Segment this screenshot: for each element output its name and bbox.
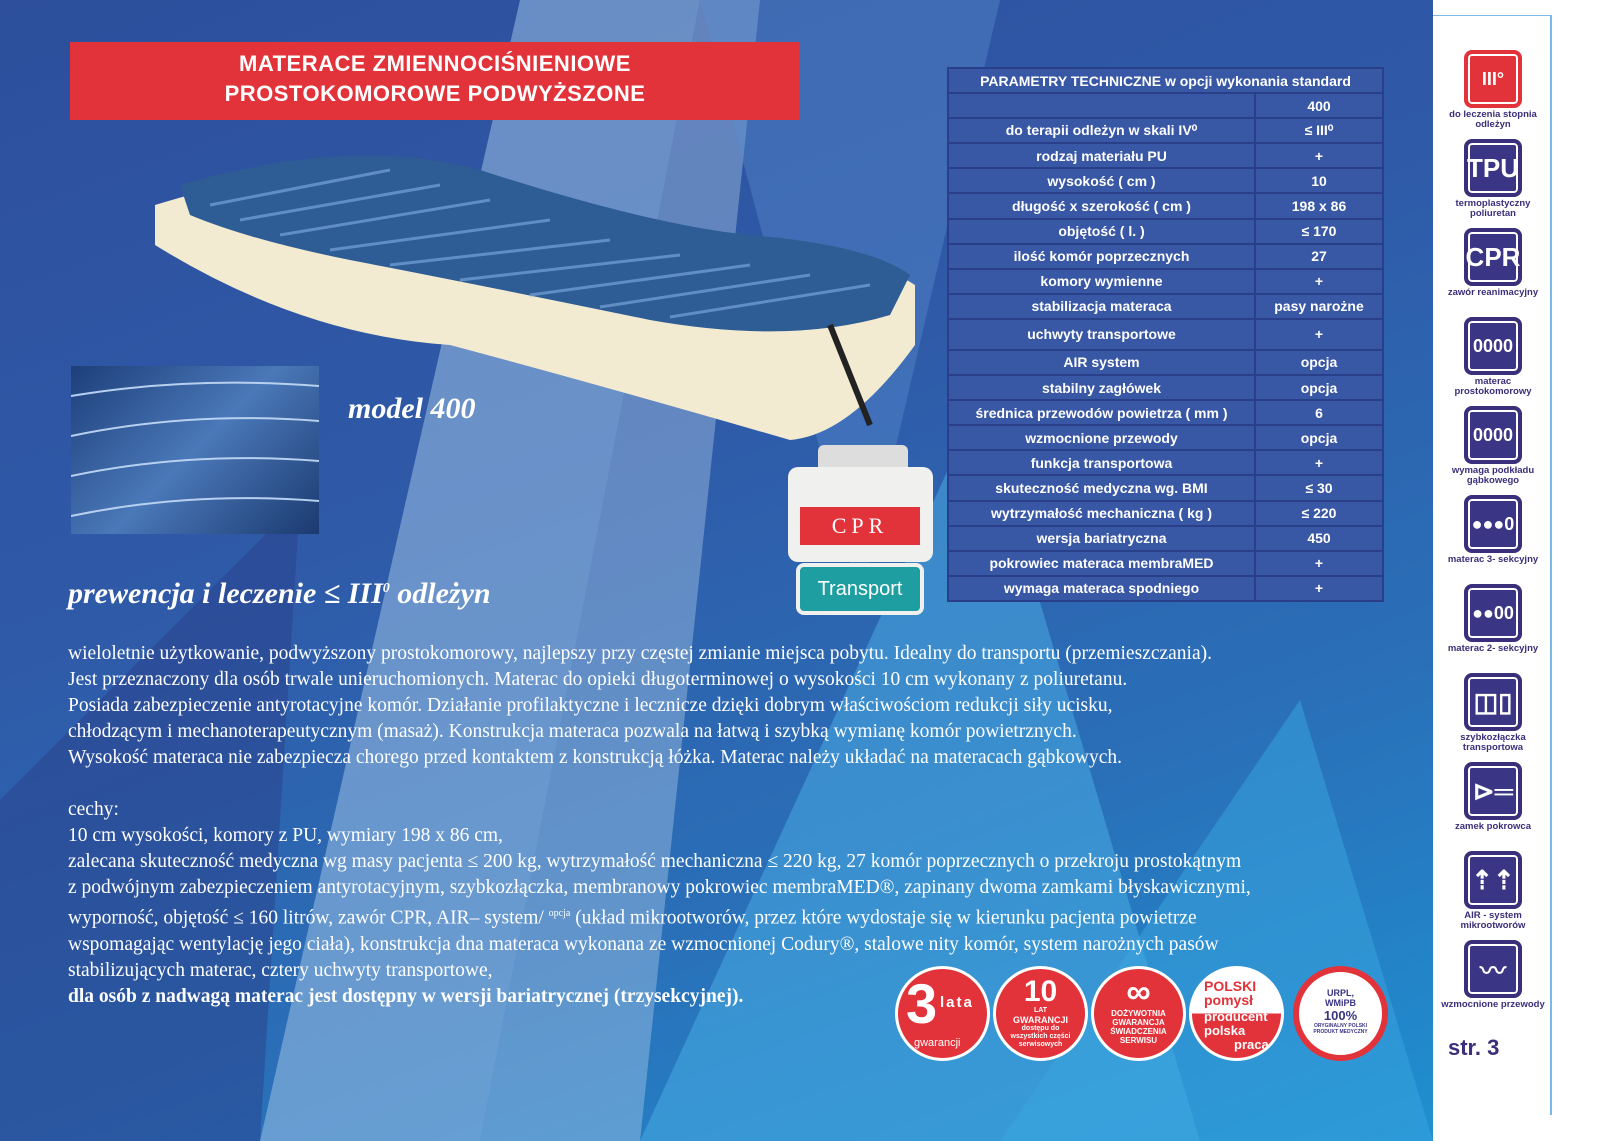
- param-value: +: [1255, 269, 1383, 294]
- param-name: objętość ( l. ): [948, 219, 1255, 244]
- feature-icon: 0000: [1464, 317, 1522, 375]
- table-row: [948, 143, 1383, 168]
- description-line: Jest przeznaczony dla osób trwale unieruchomionych. Materac do opieki długoterminowej o wysokości 10 cm wykonany z poliuretanu.: [68, 669, 1128, 690]
- param-value: +: [1255, 319, 1383, 350]
- param-name: rodzaj materiału PU: [948, 143, 1255, 168]
- table-row: [948, 168, 1383, 193]
- feature-line: wspomagając wentylację jego ciała), konstrukcja dna materaca wykonana ze wzmocnionej Codury®, stalowe nity komór, system narożnych pasów: [68, 933, 1219, 955]
- feature-icon-item: [1436, 495, 1550, 584]
- table-row: [948, 219, 1383, 244]
- frame-line: [1550, 15, 1552, 1115]
- param-value: ≤ 170: [1255, 219, 1383, 244]
- param-name: stabilny zagłówek: [948, 375, 1255, 400]
- feature-icon-item: [1436, 851, 1550, 940]
- feature-icon-item: [1436, 673, 1550, 762]
- param-value: pasy narożne: [1255, 294, 1383, 319]
- feature-icon-item: [1436, 317, 1550, 406]
- badge-lifetime: [1091, 966, 1186, 1061]
- feature-line: stabilizujących materac, cztery uchwyty transportowe,: [68, 959, 493, 981]
- feature-icon-item: [1436, 228, 1550, 317]
- feature-line-bold: dla osób z nadwagą materac jest dostępny w wersji bariatrycznej (trzysekcyjnej).: [68, 985, 744, 1007]
- table-row: [948, 350, 1383, 375]
- description-line: Wysokość materaca nie zabezpiecza chorego przed kontaktem z konstrukcją łóżka. Materac należy układać na materacach gąbkowych.: [68, 747, 1122, 768]
- param-value: 198 x 86: [1255, 193, 1383, 218]
- feature-line: zalecana skuteczność medyczna wg masy pacjenta ≤ 200 kg, wytrzymałość mechaniczna ≤ 220 kg, 27 komór poprzecznych o przekroju prostokątnym: [68, 851, 1242, 872]
- param-value: opcja: [1255, 425, 1383, 450]
- feature-icon: 0000: [1464, 406, 1522, 464]
- param-name: wymaga materaca spodniego: [948, 576, 1255, 601]
- feature-line: 10 cm wysokości, komory z PU, wymiary 198 x 86 cm,: [68, 825, 503, 846]
- param-value: 6: [1255, 400, 1383, 425]
- badge-3-years: [895, 966, 990, 1061]
- param-value: ≤ 30: [1255, 475, 1383, 500]
- param-value: +: [1255, 576, 1383, 601]
- table-row: [948, 450, 1383, 475]
- table-row: [948, 551, 1383, 576]
- param-name: do terapii odleżyn w skali IV⁰: [948, 118, 1255, 143]
- table-row: [948, 93, 1383, 118]
- param-value: 27: [1255, 244, 1383, 269]
- page-number: str. 3: [1448, 1035, 1500, 1060]
- param-name: wysokość ( cm ): [948, 168, 1255, 193]
- param-name: ilość komór poprzecznych: [948, 244, 1255, 269]
- badge-text: 100%: [1323, 1008, 1358, 1023]
- title-line: MATERACE ZMIENNOCIŚNIENIOWE: [239, 51, 631, 76]
- badge-big: 10: [1023, 975, 1058, 1008]
- badge-text: dostępu do wszystkich części serwisowych: [1010, 1025, 1071, 1048]
- param-value: opcja: [1255, 375, 1383, 400]
- param-name: stabilizacja materaca: [948, 294, 1255, 319]
- badge-text: LAT: [1033, 1007, 1048, 1014]
- param-value: ≤ III⁰: [1255, 118, 1383, 143]
- param-value: 10: [1255, 168, 1383, 193]
- description-line: Posiada zabezpieczenie antyrotacyjne komór. Działanie profilaktyczne i lecznicze dzięki dobrym właściwościom redukcji siły ucisku,: [68, 695, 1113, 716]
- param-value: 450: [1255, 526, 1383, 551]
- tagline-rest: odleżyn: [389, 577, 491, 610]
- param-name: średnica przewodów powietrza ( mm ): [948, 400, 1255, 425]
- param-value: +: [1255, 551, 1383, 576]
- feature-line: z podwójnym zabezpieczeniem antyrotacyjnym, szybkozłączka, membranowy pokrowiec membraMED®, zapinany dwoma zamkami błyskawicznymi,: [68, 877, 1251, 898]
- model-label: model 400: [348, 392, 476, 425]
- table-row: [948, 425, 1383, 450]
- param-name: skuteczność medyczna wg. BMI: [948, 475, 1255, 500]
- badge-10-years: [993, 966, 1088, 1061]
- feature-icon-label: materac 2- sekcyjny: [1447, 643, 1539, 654]
- feature-icon: ●●●0: [1464, 495, 1522, 553]
- feature-icon: CPR: [1464, 228, 1522, 286]
- description-line: chłodzącym i mechanoterapeutycznym (masaż). Konstrukcja materaca pozwala na łatwą i szybką wymianę komór powietrznych.: [68, 721, 1077, 742]
- table-row: [948, 294, 1383, 319]
- param-name: wzmocnione przewody: [948, 425, 1255, 450]
- param-value: opcja: [1255, 350, 1383, 375]
- badge-text: polska: [1204, 1023, 1246, 1038]
- feature-icon: ●●00: [1464, 584, 1522, 642]
- detail-photo: [71, 366, 319, 534]
- table-row: [948, 375, 1383, 400]
- param-value: +: [1255, 143, 1383, 168]
- frame-line: [1433, 15, 1552, 16]
- description-line: wieloletnie użytkowanie, podwyższony prostokomorowy, najlepszy przy częstej zmianie miejsca pobytu. Idealny do transportu (przemieszczania).: [68, 643, 1212, 664]
- feature-icon-label: zamek pokrowca: [1454, 821, 1532, 832]
- param-name: pokrowiec materaca membraMED: [948, 551, 1255, 576]
- option-sup: opcja: [548, 908, 571, 919]
- feature-icon-label: wymaga podkładu gąbkowego: [1451, 465, 1535, 486]
- description: [68, 641, 1423, 1010]
- badge-text: gwarancji: [914, 1037, 961, 1049]
- badge-text: DOŻYWOTNIA GWARANCJA ŚWIADCZENIA SERWISU: [1110, 1009, 1167, 1045]
- tagline-sup: 0: [382, 581, 390, 596]
- text: (układ mikrootworów, przez które wydostaje się w kierunku pacjenta powietrze: [570, 907, 1197, 929]
- table-row: [948, 193, 1383, 218]
- feature-icon-label: materac prostokomorowy: [1454, 376, 1532, 397]
- badge-text: URPL, WMiPB: [1325, 988, 1356, 1008]
- feature-icon-label: termoplastyczny poliuretan: [1455, 198, 1531, 219]
- feature-icon-item: [1436, 406, 1550, 495]
- feature-icon: 〰: [1464, 940, 1522, 998]
- transport-label: Transport: [796, 563, 924, 615]
- feature-icon: ⊳═: [1464, 762, 1522, 820]
- title-line: PROSTOKOMOROWE PODWYŻSZONE: [224, 81, 646, 106]
- feature-icon: TPU: [1464, 139, 1522, 197]
- table-row: [948, 269, 1383, 294]
- param-name: wersja bariatryczna: [948, 526, 1255, 551]
- feature-icon-label: zawór reanimacyjny: [1447, 287, 1539, 298]
- feature-icon-item: [1436, 139, 1550, 228]
- badge-text: pomysł: [1204, 992, 1254, 1008]
- table-row: [948, 400, 1383, 425]
- badge-big: ∞: [1126, 973, 1151, 1011]
- param-name: [948, 93, 1255, 118]
- feature-icon: ◫▯: [1464, 673, 1522, 731]
- badge-big: 3: [906, 972, 938, 1035]
- feature-icon-item: [1436, 940, 1550, 1029]
- badge-text: praca: [1234, 1037, 1269, 1052]
- param-name: komory wymienne: [948, 269, 1255, 294]
- param-value: ≤ 220: [1255, 501, 1383, 526]
- cpr-pump-device: [788, 445, 933, 617]
- features-heading: cechy:: [68, 799, 119, 820]
- technical-parameters-table: [947, 67, 1384, 602]
- param-name: długość x szerokość ( cm ): [948, 193, 1255, 218]
- badge-medical-product: [1293, 966, 1388, 1061]
- feature-icon-label: do leczenia stopnia odleżyn: [1449, 109, 1537, 130]
- text: wyporność, objętość ≤ 160 litrów, zawór CPR, AIR– system/: [68, 907, 549, 929]
- param-name: uchwyty transportowe: [948, 319, 1255, 350]
- feature-icon-label: szybkozłączka transportowa: [1460, 732, 1526, 753]
- table-row: [948, 475, 1383, 500]
- feature-icon-label: materac 3- sekcyjny: [1447, 554, 1539, 565]
- badge-text: GWARANCJI: [1012, 1015, 1068, 1025]
- table-row: [948, 576, 1383, 601]
- badge-text: ORYGINALNY POLSKI PRODUKT MEDYCZNY: [1313, 1023, 1368, 1035]
- param-name: funkcja transportowa: [948, 450, 1255, 475]
- feature-line: [68, 901, 1423, 932]
- cpr-label: CPR: [800, 507, 920, 545]
- param-value: +: [1255, 450, 1383, 475]
- table-row: [948, 501, 1383, 526]
- feature-icon-item: [1436, 762, 1550, 851]
- badges: [895, 966, 1390, 1066]
- feature-icon: III°: [1464, 50, 1522, 108]
- tagline-text: prewencja i leczenie ≤ III: [68, 577, 383, 610]
- table-row: [948, 118, 1383, 143]
- badge-text: POLSKI: [1204, 978, 1257, 994]
- feature-icons: [1436, 50, 1550, 1029]
- param-name: wytrzymałość mechaniczna ( kg ): [948, 501, 1255, 526]
- param-value: 400: [1255, 93, 1383, 118]
- feature-icon: ⇡⇡: [1464, 851, 1522, 909]
- badge-text: producent: [1204, 1009, 1268, 1024]
- table-row: [948, 319, 1383, 350]
- table-title: PARAMETRY TECHNICZNE w opcji wykonania standard: [948, 68, 1383, 93]
- feature-icon-item: [1436, 50, 1550, 139]
- badge-text: lata: [940, 994, 974, 1011]
- tagline: [68, 577, 491, 611]
- badge-polish: [1189, 966, 1284, 1061]
- table-row: [948, 244, 1383, 269]
- feature-icon-item: [1436, 584, 1550, 673]
- param-name: AIR system: [948, 350, 1255, 375]
- feature-icon-label: wzmocnione przewody: [1441, 999, 1545, 1010]
- feature-icon-label: AIR - system mikrootworów: [1460, 910, 1526, 931]
- table-row: [948, 526, 1383, 551]
- page-title: [70, 42, 800, 120]
